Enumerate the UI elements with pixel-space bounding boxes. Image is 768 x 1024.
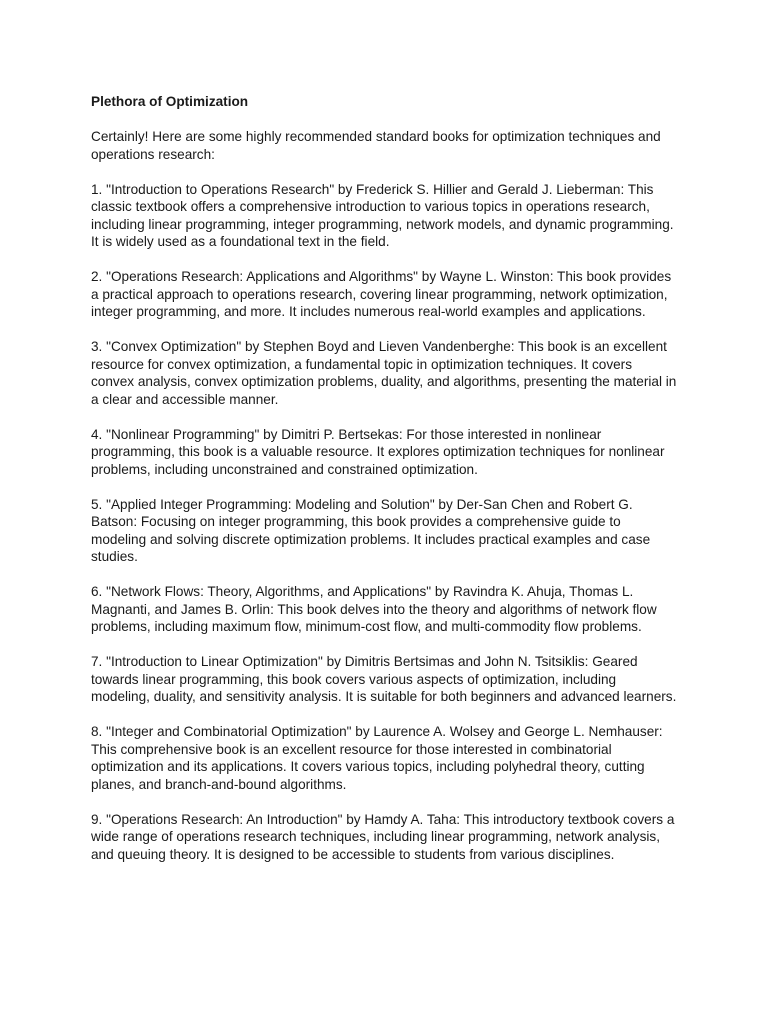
book-item-7: 7. "Introduction to Linear Optimization" by Dimitris Bertsimas and John N. Tsitsiklis: Geared towards linear programming, this book covers various aspects of optimization, including modeling, duality, and sensitivity analysis. It is suitable for both beginners and advanced learners.: [91, 654, 677, 704]
book-item-1: 1. "Introduction to Operations Research" by Frederick S. Hillier and Gerald J. Lieberman: This classic textbook offers a comprehensive introduction to various topics in operations research, including linear programming, integer programming, network models, and dynamic programming. It is widely used as a foundational text in the field.: [91, 181, 674, 249]
intro-paragraph: Certainly! Here are some highly recommended standard books for optimization techniques and operations research:: [91, 129, 661, 162]
book-item-4: 4. "Nonlinear Programming" by Dimitri P. Bertsekas: For those interested in nonlinear programming, this book is a valuable resource. It explores optimization techniques for nonlinear problems, including unconstrained and constrained optimization.: [91, 426, 665, 477]
document-title: Plethora of Optimization: [91, 94, 249, 109]
book-list: [91, 181, 678, 864]
book-item-2: 2. "Operations Research: Applications and Algorithms" by Wayne L. Winston: This book provides a practical approach to operations research, covering linear programming, network optimization, integer programming, and more. It includes numerous real-world examples and applications.: [91, 269, 672, 319]
book-item-9: 9. "Operations Research: An Introduction" by Hamdy A. Taha: This introductory textbook covers a wide range of operations research techniques, including linear programming, network analysis, and queuing theory. It is designed to be accessible to students from various disciplines.: [91, 811, 675, 862]
book-item-5: 5. "Applied Integer Programming: Modeling and Solution" by Der-San Chen and Robert G. Batson: Focusing on integer programming, this book provides a comprehensive guide to modeling and solving discrete optimization problems. It includes practical examples and case studies.: [91, 496, 651, 564]
book-item-8: 8. "Integer and Combinatorial Optimization" by Laurence A. Wolsey and George L. Nemhauser: This comprehensive book is an excellent resource for those interested in combinatorial optimization and its applications. It covers various topics, including polyhedral theory, cutting planes, and branch-and-bound algorithms.: [91, 724, 663, 792]
book-item-6: 6. "Network Flows: Theory, Algorithms, and Applications" by Ravindra K. Ahuja, Thomas L. Magnanti, and James B. Orlin: This book delves into the theory and algorithms of network flow problems, including maximum flow, minimum-cost flow, and multi-commodity flow problems.: [91, 584, 657, 634]
book-item-3: 3. "Convex Optimization" by Stephen Boyd and Lieven Vandenberghe: This book is an excellent resource for convex optimization, a fundamental topic in optimization techniques. It covers convex analysis, convex optimization problems, duality, and algorithms, presenting the material in a clear and accessible manner.: [91, 339, 677, 407]
